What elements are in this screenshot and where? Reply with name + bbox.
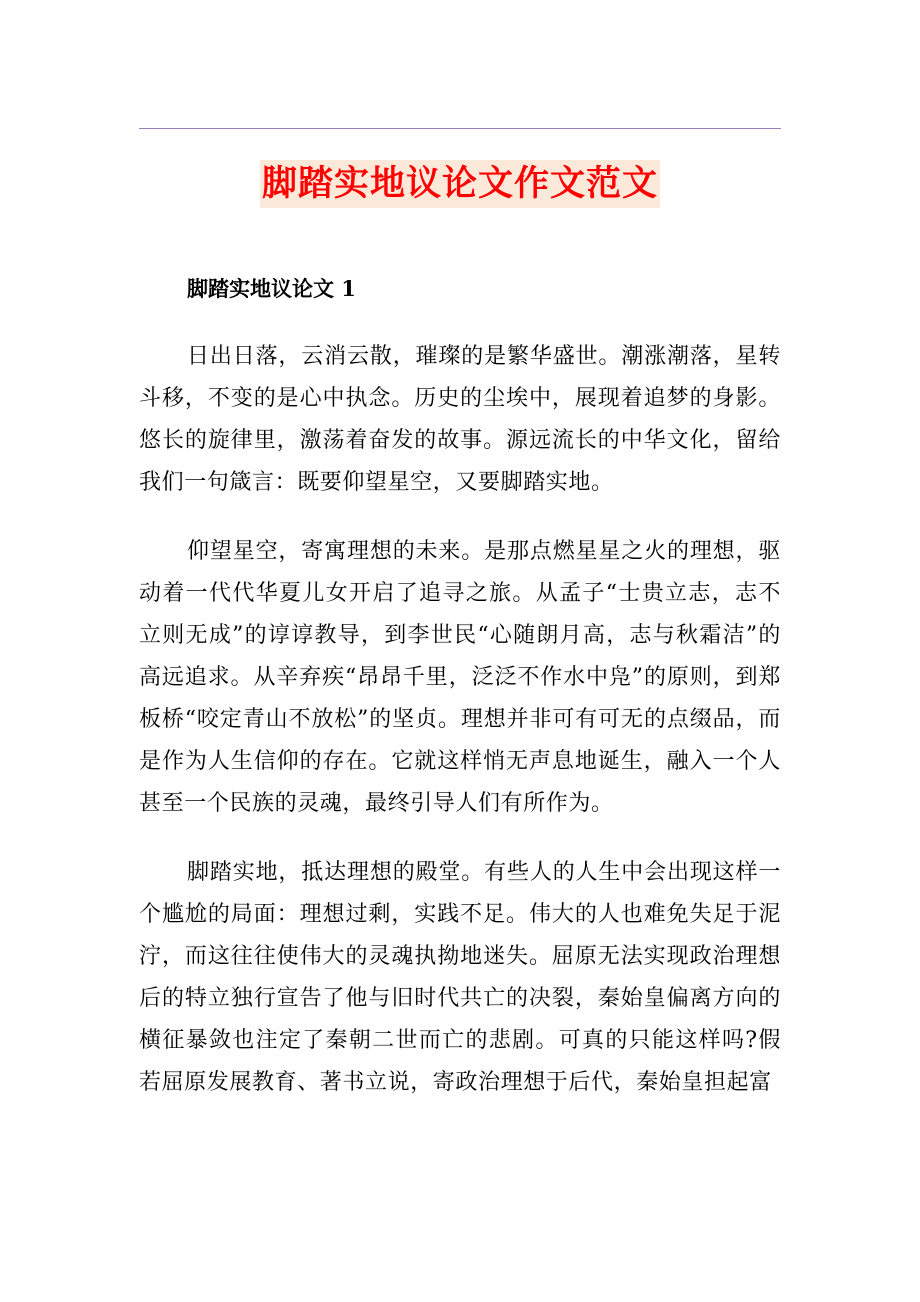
paragraph-1: 日出日落，云消云散，璀璨的是繁华盛世。潮涨潮落，星转斗移，不变的是心中执念。历史的尘埃中，展现着追梦的身影。悠长的旋律里，激荡着奋发的故事。源远流长的中华文化，留给我们一句箴言：既要仰望星空，又要脚踏实地。 [139,344,781,495]
header-rule [139,128,781,129]
paragraph-3: 脚踏实地，抵达理想的殿堂。有些人的人生中会出现这样一个尴尬的局面：理想过剩，实践不足。伟大的人也难免失足于泥泞，而这往往使伟大的灵魂执拗地迷失。屈原无法实现政治理想后的特立独行宣告了他与旧时代共亡的决裂，秦始皇偏离方向的横征暴敛也注定了秦朝二世而亡的悲剧。可真的只能这样吗?假若屈原发展教育、著书立说，寄政治理想于后代，秦始皇担起富 [139,860,781,1095]
paragraph-2: 仰望星空，寄寓理想的未来。是那点燃星星之火的理想，驱动着一代代华夏儿女开启了追寻之旅。从孟子“士贵立志，志不立则无成”的谆谆教导，到李世民“心随朗月高，志与秋霜洁”的高远追求。从辛弃疾“昂昂千里，泛泛不作水中凫”的原则，到郑板桥“咬定青山不放松”的坚贞。理想并非可有可无的点缀品，而是作为人生信仰的存在。它就这样悄无声息地诞生，融入一个人甚至一个民族的灵魂，最终引导人们有所作为。 [139,539,781,816]
document-title: 脚踏实地议论文作文范文 [260,160,660,208]
section-heading: 脚踏实地议论文 1 [187,276,356,301]
document-body [139,268,781,1131]
title-container [0,160,920,208]
